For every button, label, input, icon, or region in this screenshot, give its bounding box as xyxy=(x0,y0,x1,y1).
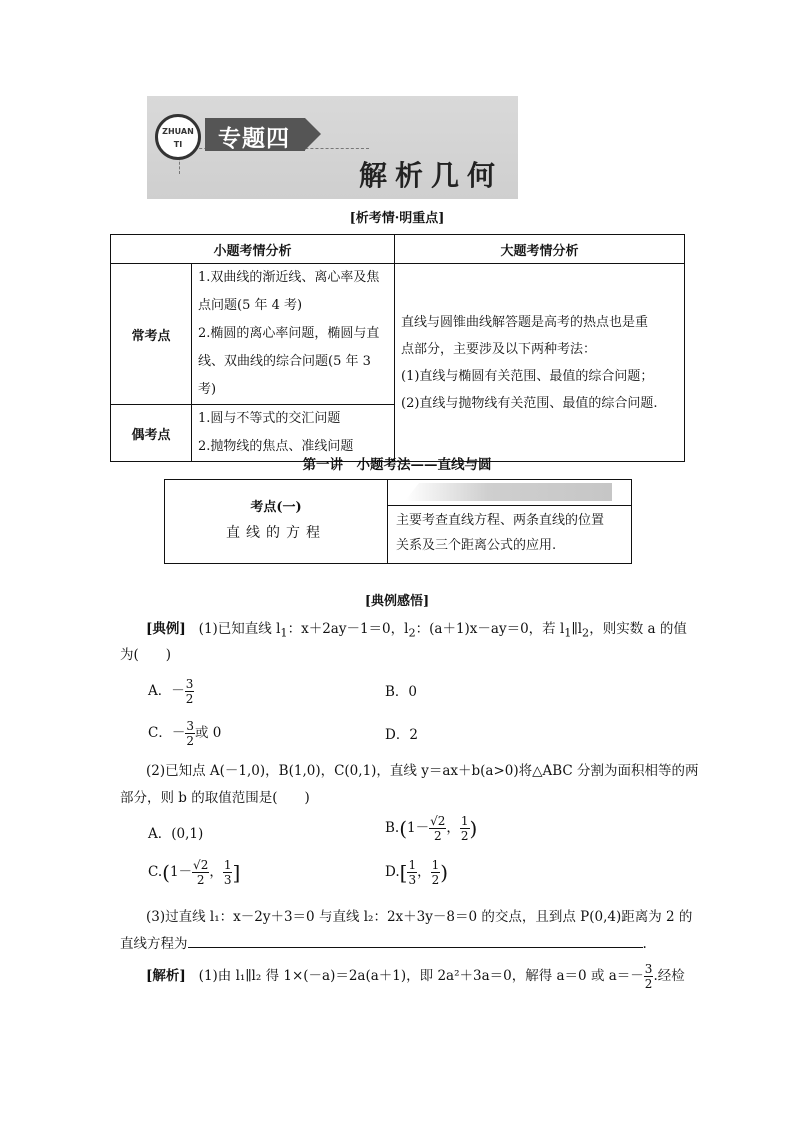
fraction xyxy=(185,719,195,748)
point-desc-line: 关系及三个距离公式的应用. xyxy=(396,538,557,553)
row-label-common: 常考点 xyxy=(111,264,192,405)
common-point-line: 1.双曲线的渐近线、离心率及焦 xyxy=(198,270,380,285)
q3-text: 直线方程为 xyxy=(120,936,188,952)
lecture-title: 第一讲 小题考法——直线与圆 xyxy=(302,457,492,473)
question-2-line-1: (2)已知点 A(－1,0)，B(1,0)，C(0,1)，直线 y＝ax＋b(a>0)将△ABC 分割为面积相等的两 xyxy=(146,763,699,779)
topic-label: 专题四 xyxy=(218,126,290,152)
frac-num: 1 xyxy=(460,814,469,828)
occasional-point-line: 1.圆与不等式的交汇问题 xyxy=(198,411,341,426)
big-question-line: 直线与圆锥曲线解答题是高考的热点也是重 xyxy=(401,314,649,330)
question-1-line-2: 为( ) xyxy=(120,647,172,663)
frac-num: √2 xyxy=(430,814,446,828)
option-text: ， xyxy=(446,820,460,836)
option-text: 1－ xyxy=(169,864,193,880)
subscript: 2 xyxy=(408,626,416,640)
frac-den: 2 xyxy=(431,873,440,887)
option-text: A．－ xyxy=(148,683,185,699)
knowledge-point-box xyxy=(164,479,632,564)
common-point-line: 2.椭圆的离心率问题，椭圆与直 xyxy=(198,326,380,341)
analysis-text: .经检 xyxy=(653,968,685,984)
option-text: C. xyxy=(148,864,163,880)
question-1-line-1 xyxy=(146,617,687,640)
point-left-cell xyxy=(165,480,388,563)
answer-blank[interactable] xyxy=(188,933,643,948)
q1-option-a xyxy=(148,677,194,706)
q1-text: ：(a＋1)x－ay＝0，若 l xyxy=(415,621,565,637)
frac-den: 2 xyxy=(460,829,469,843)
topic-label-arrow xyxy=(305,118,321,150)
example-tag: [典例] xyxy=(146,621,186,637)
frac-num: 3 xyxy=(185,677,194,691)
q2-option-a: A．(0,1) xyxy=(148,826,204,842)
frac-den: 2 xyxy=(186,734,194,748)
frac-den: 2 xyxy=(185,692,194,706)
topic-title: 解析几何 xyxy=(359,159,504,192)
q2-option-b: B.(1－ $\frac{√2}{2}$ ， $\frac{1}{2}$ ) xyxy=(385,814,478,843)
point-description xyxy=(396,508,628,558)
big-questions-cell xyxy=(395,264,685,462)
q2-option-d: D.[ $\frac{1}{3}$ ， $\frac{1}{2}$ ) xyxy=(385,858,449,887)
subscript: 1 xyxy=(280,626,288,640)
frac-den: 2 xyxy=(433,829,442,843)
topic-banner xyxy=(147,96,518,199)
analysis-tag: [解析] xyxy=(146,968,186,984)
fraction xyxy=(429,814,446,843)
frac-den: 2 xyxy=(644,977,653,991)
decorative-gray-bar xyxy=(405,483,612,501)
header-small-questions: 小题考情分析 xyxy=(111,235,395,264)
point-label: 考点(一) xyxy=(250,500,302,515)
point-box-divider xyxy=(387,505,631,506)
decorative-bar-notch xyxy=(405,483,419,501)
big-question-line: (1)直线与椭圆有关范围、最值的综合问题； xyxy=(401,368,654,384)
question-3-line-1: (3)过直线 l₁：x－2y＋3＝0 与直线 l₂：2x＋3y－8＝0 的交点，且到点 P(0,4)距离为 2 的 xyxy=(146,909,693,925)
circle-text-top: ZHUAN xyxy=(162,127,194,136)
circle-text-bottom: TI xyxy=(173,140,183,149)
q1-option-b: B．0 xyxy=(385,684,418,700)
option-text: 或 0 xyxy=(194,725,222,741)
fraction xyxy=(192,858,209,887)
fraction xyxy=(644,962,654,991)
option-text: ， xyxy=(209,864,223,880)
common-point-line: 线、双曲线的综合问题(5 年 3 考) xyxy=(198,354,371,397)
analysis-text: (1)由 l₁∥l₂ 得 1×(－a)＝2a(a＋1)，即 2a²＋3a＝0，解得 a＝0 或 a＝－ xyxy=(198,968,644,984)
analysis-line-1 xyxy=(146,962,685,991)
q1-text: ，则实数 a 的值 xyxy=(589,621,687,637)
frac-num: 3 xyxy=(186,719,194,733)
q1-text: ∥l xyxy=(571,621,583,637)
frac-num: 1 xyxy=(223,858,232,872)
occasional-point-line: 2.抛物线的焦点、准线问题 xyxy=(198,439,354,454)
q2-option-c: C.(1－ $\frac{√2}{2}$ ， $\frac{1}{3}$ ] xyxy=(148,858,241,887)
frac-den: 3 xyxy=(223,873,232,887)
option-text: B. xyxy=(385,820,400,836)
fraction xyxy=(460,814,470,843)
exam-analysis-table xyxy=(110,234,685,462)
frac-num: 3 xyxy=(644,962,653,976)
q1-text: ：x＋2ay－1＝0，l xyxy=(287,621,409,637)
frac-den: 3 xyxy=(408,873,417,887)
header-big-questions: 大题考情分析 xyxy=(395,235,685,264)
point-name: 直线的方程 xyxy=(226,525,326,541)
section-label: [析考情·明重点] xyxy=(349,211,445,226)
q1-text: (1)已知直线 l xyxy=(198,621,281,637)
fraction xyxy=(431,858,441,887)
fraction xyxy=(185,677,195,706)
q1-option-c xyxy=(148,719,221,748)
common-point-line: 点问题(5 年 4 考) xyxy=(198,298,303,313)
option-text: C．－ xyxy=(148,725,186,741)
frac-num: √2 xyxy=(193,858,209,872)
subscript: 2 xyxy=(582,626,590,640)
subscript: 1 xyxy=(564,626,572,640)
option-text: D. xyxy=(385,864,400,880)
option-text: 1－ xyxy=(407,820,430,836)
q1-option-d: D．2 xyxy=(385,727,418,743)
fraction xyxy=(407,858,417,887)
row-label-occasional: 偶考点 xyxy=(111,405,192,462)
option-text: ， xyxy=(417,864,431,880)
zhuanti-circle-logo xyxy=(155,114,201,160)
big-question-line: (2)直线与抛物线有关范围、最值的综合问题. xyxy=(401,395,658,411)
big-question-line: 点部分，主要涉及以下两种考法： xyxy=(401,341,597,357)
typical-examples-label: [典例感悟] xyxy=(364,594,430,609)
frac-num: 1 xyxy=(408,858,417,872)
point-desc-line: 主要考查直线方程、两条直线的位置 xyxy=(396,513,605,528)
question-3-line-2 xyxy=(120,932,647,952)
question-2-line-2: 部分，则 b 的取值范围是( ) xyxy=(120,790,310,806)
frac-den: 2 xyxy=(196,873,205,887)
common-points-cell xyxy=(192,264,395,405)
frac-num: 1 xyxy=(431,858,440,872)
q3-text: . xyxy=(642,936,647,952)
